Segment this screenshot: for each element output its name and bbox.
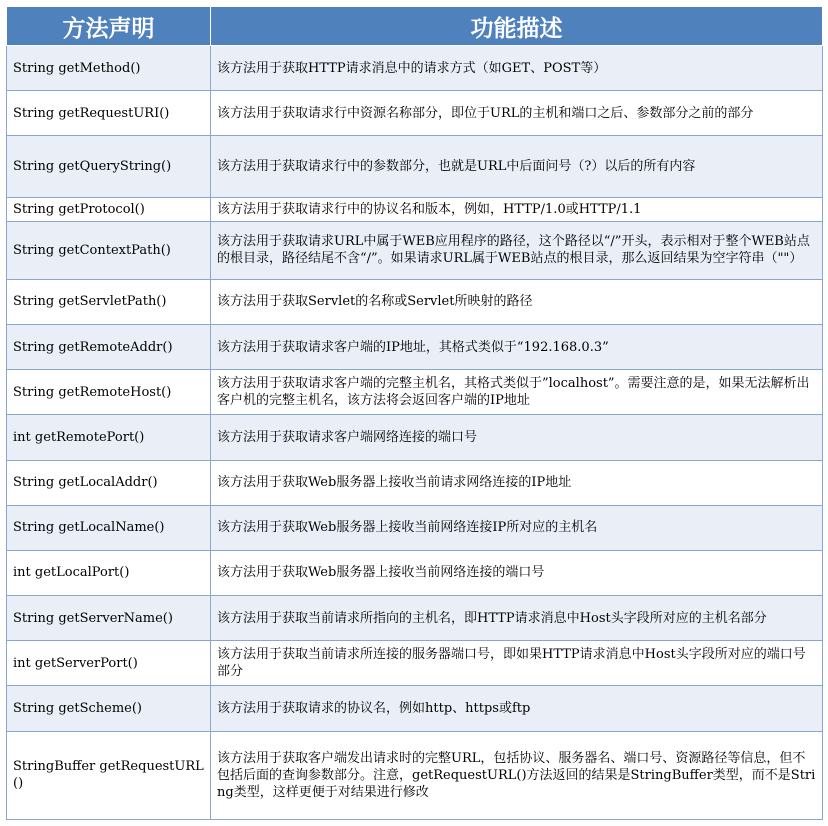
table-row: [7, 325, 823, 370]
table-row: [7, 686, 823, 731]
description-cell: 该方法用于获取当前请求所指向的主机名，即HTTP请求消息中Host头字段所对应的主机名部分: [211, 596, 823, 641]
table-row: [7, 460, 823, 505]
table-row: [7, 505, 823, 550]
description-cell: 该方法用于获取请求行中资源名称部分，即位于URL的主机和端口之后、参数部分之前的部分: [211, 91, 823, 136]
description-cell: 该方法用于获取请求客户端的完整主机名，其格式类似于”localhost”。需要注意的是，如果无法解析出客户机的完整主机名，该方法将会返回客户端的IP地址: [211, 370, 823, 415]
description-cell: 该方法用于获取请求行中的协议名和版本，例如，HTTP/1.0或HTTP/1.1: [211, 197, 823, 221]
method-cell: String getScheme(): [7, 686, 211, 731]
method-cell: String getServletPath(): [7, 279, 211, 324]
table-row: [7, 641, 823, 686]
description-cell: 该方法用于获取请求行中的参数部分，也就是URL中后面问号（?）以后的所有内容: [211, 136, 823, 197]
table-row: [7, 731, 823, 819]
description-cell: 该方法用于获取Web服务器上接收当前网络连接IP所对应的主机名: [211, 505, 823, 550]
table-row: [7, 415, 823, 460]
method-cell: int getServerPort(): [7, 641, 211, 686]
table-row: [7, 46, 823, 91]
method-cell: String getContextPath(): [7, 221, 211, 279]
table-row: [7, 197, 823, 221]
description-cell: 该方法用于获取当前请求所连接的服务器端口号，即如果HTTP请求消息中Host头字段所对应的端口号部分: [211, 641, 823, 686]
table-row: [7, 221, 823, 279]
method-cell: String getMethod(): [7, 46, 211, 91]
table-row: [7, 596, 823, 641]
description-cell: 该方法用于获取Web服务器上接收当前网络连接的端口号: [211, 550, 823, 595]
method-cell: String getLocalAddr(): [7, 460, 211, 505]
method-cell: String getRemoteHost(): [7, 370, 211, 415]
description-cell: 该方法用于获取Servlet的名称或Servlet所映射的路径: [211, 279, 823, 324]
header-method: 方法声明: [7, 7, 211, 46]
description-cell: 该方法用于获取Web服务器上接收当前请求网络连接的IP地址: [211, 460, 823, 505]
description-cell: 该方法用于获取客户端发出请求时的完整URL，包括协议、服务器名、端口号、资源路径等信息，但不包括后面的查询参数部分。注意，getRequestURL()方法返回的结果是StringBuffer类型，而不是String类型，这样更便于对结果进行修改: [211, 731, 823, 819]
description-cell: 该方法用于获取请求URL中属于WEB应用程序的路径，这个路径以“/”开头，表示相对于整个WEB站点的根目录，路径结尾不含“/”。如果请求URL属于WEB站点的根目录，那么返回结果为空字符串（""）: [211, 221, 823, 279]
method-cell: int getLocalPort(): [7, 550, 211, 595]
table-row: [7, 91, 823, 136]
method-cell: int getRemotePort(): [7, 415, 211, 460]
method-cell: String getProtocol(): [7, 197, 211, 221]
method-cell: String getRequestURI(): [7, 91, 211, 136]
method-cell: StringBuffer getRequestURL(): [7, 731, 211, 819]
description-cell: 该方法用于获取请求客户端网络连接的端口号: [211, 415, 823, 460]
table-row: [7, 279, 823, 324]
table-row: [7, 370, 823, 415]
method-cell: String getLocalName(): [7, 505, 211, 550]
table-header-row: [7, 7, 823, 46]
table-row: [7, 550, 823, 595]
description-cell: 该方法用于获取请求客户端的IP地址，其格式类似于“192.168.0.3”: [211, 325, 823, 370]
header-description: 功能描述: [211, 7, 823, 46]
method-cell: String getQueryString(): [7, 136, 211, 197]
description-cell: 该方法用于获取请求的协议名，例如http、https或ftp: [211, 686, 823, 731]
method-cell: String getRemoteAddr(): [7, 325, 211, 370]
method-table: [6, 6, 823, 820]
description-cell: 该方法用于获取HTTP请求消息中的请求方式（如GET、POST等）: [211, 46, 823, 91]
table-row: [7, 136, 823, 197]
method-cell: String getServerName(): [7, 596, 211, 641]
